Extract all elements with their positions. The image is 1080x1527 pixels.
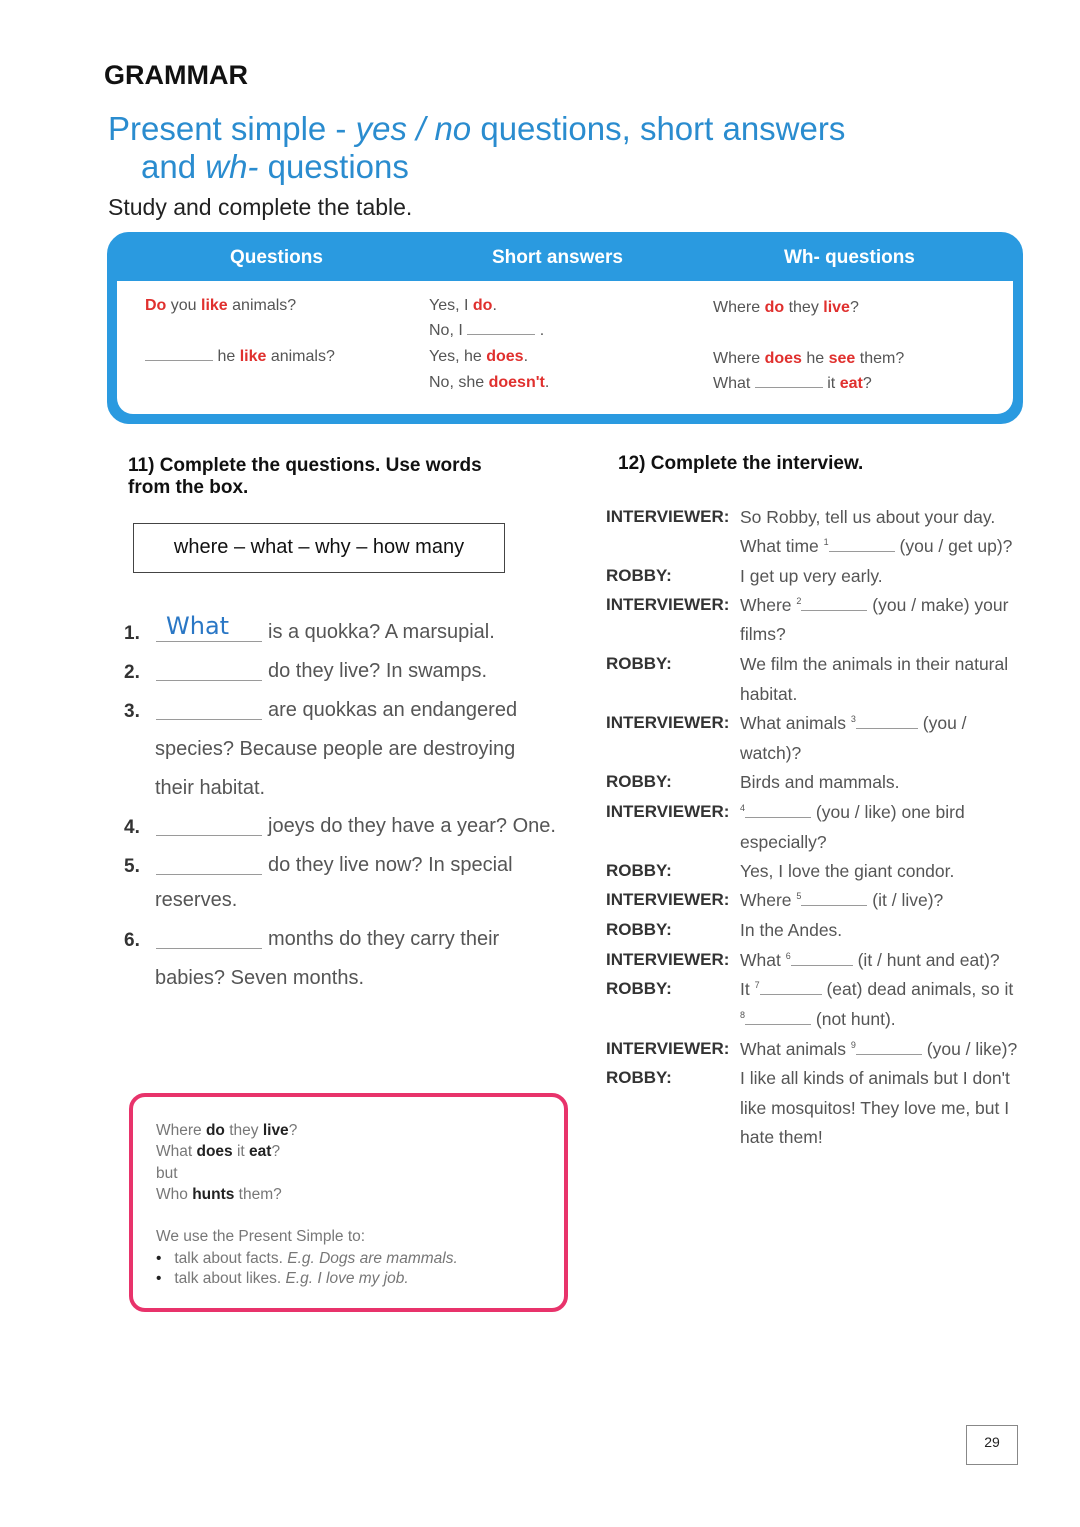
answer-blank[interactable] (745, 1024, 811, 1025)
interview-line: I like all kinds of animals but I don't (740, 1068, 1010, 1088)
item-text-continued: species? Because people are destroying (155, 738, 516, 760)
short-answer-4: No, she doesn't. (429, 374, 550, 391)
speaker-interviewer: INTERVIEWER: (606, 890, 730, 909)
short-answer-1: Yes, I do. (429, 297, 497, 314)
exercise-11-heading: 11) Complete the questions. Use words from the box. (128, 455, 482, 498)
interview-line: What $^6$ (it / hunt and eat)? (740, 950, 1000, 970)
speaker-robby: ROBBY: (606, 1068, 672, 1087)
word-box: where – what – why – how many (133, 523, 505, 573)
interview-line: $^4$ (you / like) one bird (740, 802, 965, 822)
item-text-continued: their habitat. (155, 777, 266, 799)
interview-line: So Robby, tell us about your day. (740, 507, 996, 527)
item-text: is a quokka? A marsupial. (268, 621, 495, 643)
item-number: 6. (124, 930, 140, 951)
interview-line: It $^7$ (eat) dead animals, so it (740, 979, 1014, 999)
speaker-robby: ROBBY: (606, 920, 672, 939)
answer-blank[interactable] (156, 679, 262, 681)
note-line: What does it eat? (156, 1143, 281, 1160)
interview-line: films? (740, 624, 786, 644)
answer-blank[interactable] (145, 360, 213, 361)
speaker-interviewer: INTERVIEWER: (606, 507, 730, 526)
answer-blank[interactable] (745, 817, 811, 818)
item-text: joeys do they have a year? One. (268, 815, 556, 837)
handwritten-answer: What (166, 612, 230, 640)
answer-blank[interactable] (801, 610, 867, 611)
interview-line: I get up very early. (740, 566, 883, 586)
note-line: Where do they live? (156, 1122, 298, 1139)
item-number: 2. (124, 662, 140, 683)
speaker-interviewer: INTERVIEWER: (606, 713, 730, 732)
interview-line: In the Andes. (740, 920, 843, 940)
interview-line: Where $^5$ (it / live)? (740, 890, 944, 910)
note-line: We use the Present Simple to: (156, 1228, 366, 1245)
item-text: are quokkas an endangered (268, 699, 518, 721)
note-line: Who hunts them? (156, 1186, 282, 1203)
answer-blank[interactable] (801, 905, 867, 906)
speaker-robby: ROBBY: (606, 861, 672, 880)
interview-line: Birds and mammals. (740, 772, 900, 792)
header-wh-questions: Wh- questions (784, 247, 915, 268)
header-questions: Questions (230, 247, 323, 268)
lesson-title-line2: and wh- questions (141, 148, 409, 185)
answer-blank[interactable] (760, 994, 822, 995)
interview-line: What time $^1$ (you / get up)? (740, 536, 1013, 556)
question-1: Do you like animals? (145, 297, 297, 314)
short-answer-3: Yes, he does. (429, 348, 529, 365)
answer-blank[interactable] (156, 718, 262, 720)
wh-question-3: What it eat? (713, 375, 872, 392)
instruction: Study and complete the table. (108, 194, 413, 220)
note-bullet: • talk about likes. E.g. I love my job. (156, 1270, 409, 1287)
interview-line: hate them! (740, 1127, 823, 1147)
answer-blank[interactable] (467, 334, 535, 335)
speaker-robby: ROBBY: (606, 772, 672, 791)
speaker-robby: ROBBY: (606, 979, 672, 998)
interview-line: $^8$ (not hunt). (740, 1009, 896, 1029)
lesson-title: Present simple - yes / no questions, short answers (108, 110, 846, 147)
grammar-table (107, 232, 1023, 424)
section-heading: GRAMMAR (104, 60, 248, 90)
speaker-interviewer: INTERVIEWER: (606, 950, 730, 969)
item-number: 5. (124, 856, 140, 877)
interview-line: What animals $^9$ (you / like)? (740, 1039, 1018, 1059)
question-2: he like animals? (145, 348, 335, 366)
answer-blank[interactable] (856, 728, 918, 729)
interview-line: What animals $^3$ (you / (740, 713, 967, 733)
interview-line: habitat. (740, 684, 798, 704)
short-answer-2: No, I . (429, 322, 545, 339)
answer-blank[interactable] (791, 965, 853, 966)
page-number: 29 (966, 1425, 1018, 1465)
speaker-interviewer: INTERVIEWER: (606, 802, 730, 821)
item-text-continued: reserves. (155, 889, 238, 911)
item-text-continued: babies? Seven months. (155, 967, 365, 989)
answer-blank[interactable] (156, 947, 262, 949)
speaker-interviewer: INTERVIEWER: (606, 595, 730, 614)
item-text: do they live now? In special (268, 854, 513, 876)
item-text: do they live? In swamps. (268, 660, 487, 682)
answer-blank[interactable] (156, 640, 262, 642)
interview-line: watch)? (740, 743, 802, 763)
answer-blank[interactable] (755, 387, 823, 388)
answer-blank[interactable] (156, 873, 262, 875)
item-number: 4. (124, 817, 140, 838)
exercise-12-heading: 12) Complete the interview. (618, 453, 864, 474)
header-short-answers: Short answers (492, 247, 623, 268)
answer-blank[interactable] (856, 1054, 922, 1055)
interview-line: like mosquitos! They love me, but I (740, 1098, 1010, 1118)
wh-question-2: Where does he see them? (713, 350, 905, 367)
item-number: 3. (124, 701, 140, 722)
interview-line: Yes, I love the giant condor. (740, 861, 955, 881)
speaker-robby: ROBBY: (606, 566, 672, 585)
item-number: 1. (124, 623, 140, 644)
note-line: but (156, 1165, 178, 1182)
speaker-robby: ROBBY: (606, 654, 672, 673)
answer-blank[interactable] (156, 834, 262, 836)
interview-line: Where $^2$ (you / make) your (740, 595, 1009, 615)
item-text: months do they carry their (268, 928, 500, 950)
interview-line: especially? (740, 832, 827, 852)
interview-line: We film the animals in their natural (740, 654, 1009, 674)
wh-question-1: Where do they live? (713, 299, 859, 316)
note-bullet: • talk about facts. E.g. Dogs are mammals. (156, 1250, 458, 1267)
speaker-interviewer: INTERVIEWER: (606, 1039, 730, 1058)
answer-blank[interactable] (829, 551, 895, 552)
